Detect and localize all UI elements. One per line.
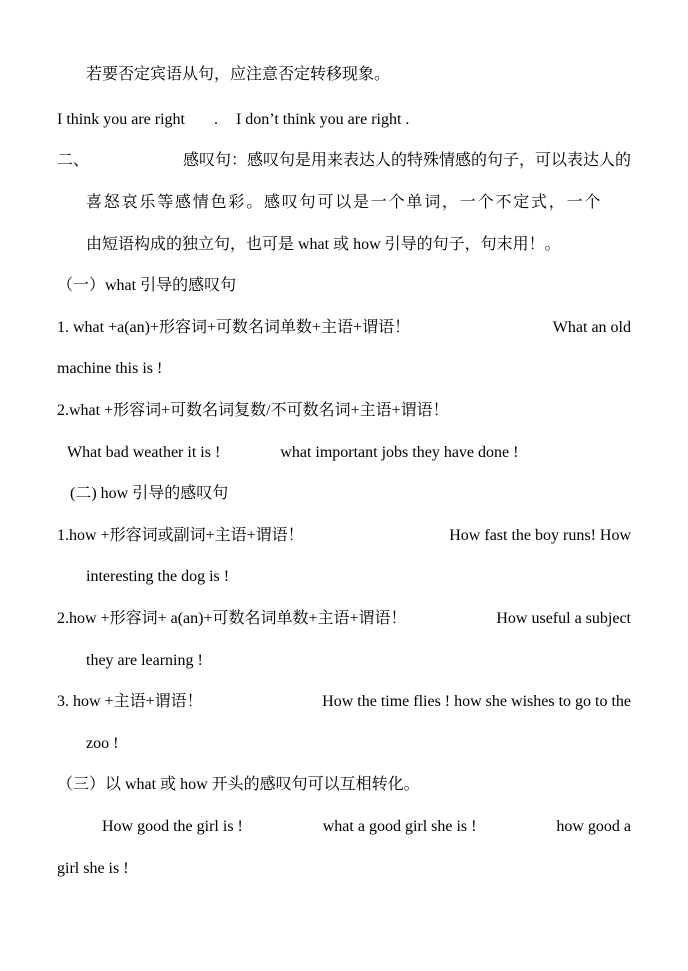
text-segment: how good a [556, 818, 631, 835]
section-heading-line [57, 150, 631, 172]
text-segment: （一）what 引导的感叹句 [57, 277, 237, 294]
text-segment: I think you are right [57, 111, 185, 128]
text-segment: interesting the dog is ! [86, 568, 230, 585]
paragraph-line [86, 192, 602, 214]
text-segment: How fast the boy runs! How [449, 527, 631, 544]
text-segment: girl she is ! [57, 860, 129, 877]
text-segment: (二) how 引导的感叹句 [70, 485, 229, 502]
rule-line [57, 525, 631, 547]
text-segment: what important jobs they have done ! [280, 444, 519, 461]
text-segment: How useful a subject [496, 610, 631, 627]
rule-line [57, 400, 449, 422]
rule-line [57, 317, 631, 339]
rule-line [57, 608, 631, 630]
example-line [102, 816, 631, 838]
rule-line [86, 566, 229, 588]
text-segment: zoo ! [86, 735, 119, 752]
rule-line [86, 733, 118, 755]
text-segment: 若要否定宾语从句，应注意否定转移现象。 [86, 66, 391, 83]
text-segment: . [213, 111, 218, 128]
rule-line [86, 650, 203, 672]
text-segment: 由短语构成的独立句，也可是 what 或 how 引导的句子，句末用！。 [86, 236, 561, 253]
rule-line [57, 691, 631, 713]
text-segment: 2.what +形容词+可数名词复数/不可数名词+主语+谓语！ [57, 402, 449, 419]
text-segment: 感叹句：感叹句是用来表达人的特殊情感的句子，可以表达人的 [182, 152, 631, 169]
example-line [57, 858, 129, 880]
text-segment: （三）以 what 或 how 开头的感叹句可以互相转化。 [57, 776, 420, 793]
section-number: 二、 [57, 152, 90, 169]
example-line [57, 109, 409, 131]
paragraph-line [86, 234, 561, 256]
text-segment: I don’t think you are right . [235, 111, 410, 128]
text-segment: What bad weather it is ! [67, 444, 221, 461]
subsection-heading [57, 774, 420, 796]
paragraph-line [86, 64, 390, 86]
text-segment: 1. what +a(an)+形容词+可数名词单数+主语+谓语！ [57, 319, 411, 336]
text-segment: what a good girl she is ! [322, 818, 477, 835]
text-segment: machine this is ! [57, 360, 163, 377]
subsection-heading [57, 275, 236, 297]
text-segment: What an old [552, 319, 631, 336]
text-segment: 1.how +形容词或副词+主语+谓语！ [57, 527, 304, 544]
text-segment: 喜怒哀乐等感情色彩。感叹句可以是一个单词，一个不定式，一个 [86, 194, 603, 211]
text-segment: 3. how +主语+谓语！ [57, 693, 203, 710]
subsection-heading [70, 483, 228, 505]
text-segment: How good the girl is ! [102, 818, 243, 835]
text-segment: How the time flies ! how she wishes to go to the [322, 693, 631, 710]
text-segment: 2.how +形容词+ a(an)+可数名词单数+主语+谓语！ [57, 610, 407, 627]
text-segment: they are learning ! [86, 652, 203, 669]
rule-line [57, 358, 162, 380]
example-line [67, 442, 518, 464]
